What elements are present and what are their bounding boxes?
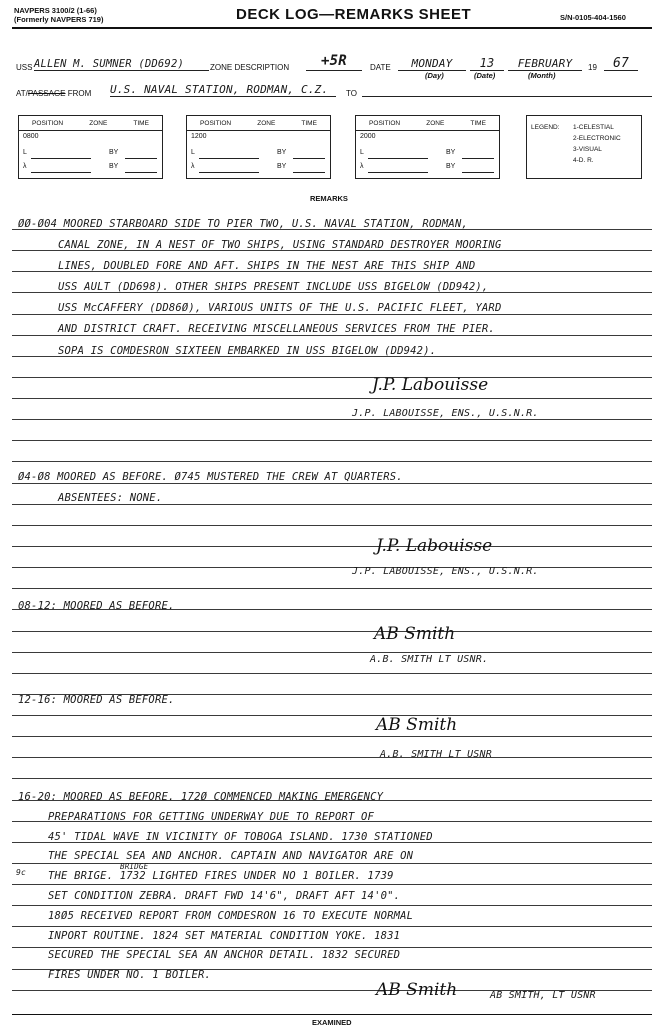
ruled-line (12, 377, 652, 378)
entry-line: SOPA IS COMDESRON SIXTEEN EMBARKED IN USS BIGELOW (DD942). (58, 344, 437, 357)
box-header (356, 120, 499, 127)
ruled-line (12, 757, 652, 758)
entry-line: USS McCAFFERY (DD86Ø), VARIOUS UNITS OF THE U.S. PACIFIC FLEET, YARD (58, 302, 502, 315)
col-position: POSITION (32, 120, 64, 127)
entry-line: ØØ-Ø04 MOORED STARBOARD SIDE TO PIER TWO, U.S. NAVAL STATION, RODMAN, (18, 218, 468, 230)
signature: AB Smith (376, 715, 458, 735)
ruled-line (12, 631, 652, 632)
entry-line: ABSENTEES: NONE. (58, 492, 163, 505)
ruled-line (12, 419, 652, 420)
entry-line: CANAL ZONE, IN A NEST OF TWO SHIPS, USING STANDARD DESTROYER MOORING (58, 239, 502, 252)
legend-items (573, 122, 621, 166)
day-value: MONDAY (411, 57, 453, 70)
footer-divider (12, 1014, 652, 1015)
ruled-line (12, 673, 652, 674)
ruled-line (12, 736, 652, 737)
ruled-line (12, 461, 652, 462)
entry-line: SECURED THE SPECIAL SEA AN ANCHOR DETAIL. 1832 SECURED (48, 949, 401, 962)
page-title: DECK LOG—REMARKS SHEET (236, 6, 472, 23)
entry-line: 12-16: MOORED AS BEFORE. (18, 694, 175, 706)
remarks-label: REMARKS (310, 194, 348, 203)
box-by-label: BY (446, 149, 456, 156)
day-field (398, 54, 466, 71)
entry-line: SET CONDITION ZEBRA. DRAFT FWD 14'6", DRAFT AFT 14'0". (48, 889, 401, 902)
passage-text: PASSAGE (27, 89, 66, 98)
legend-item: 2-ELECTRONIC (573, 135, 621, 142)
to-field (362, 80, 652, 97)
date-value: 13 (479, 56, 495, 70)
date-caption: (Date) (474, 71, 496, 80)
position-box-2000 (355, 115, 500, 179)
form-number-block (14, 6, 103, 24)
entry-line: THE BRIGE. 1732 LIGHTED FIRES UNDER NO 1 BOILER. 1739 (48, 870, 394, 883)
watch-entry-00-04 (18, 214, 501, 362)
from-text: FROM (67, 89, 92, 98)
legend-item: 3-VISUAL (573, 146, 602, 153)
at-text: AT/ (16, 89, 28, 98)
box-time: 0800 (23, 133, 39, 140)
box-l-label: L (191, 149, 195, 156)
box-time: 2000 (360, 133, 376, 140)
entry-line: Ø4-Ø8 MOORED AS BEFORE. Ø745 MUSTERED THE CREW AT QUARTERS. (18, 471, 403, 483)
entry-line: INPORT ROUTINE. 1824 SET MATERIAL CONDITION YOKE. 1831 (48, 929, 401, 942)
entry-line: 18Ø5 RECEIVED REPORT FROM COMDESRON 16 TO EXECUTE NORMAL (48, 909, 414, 922)
ruled-line (12, 546, 652, 547)
year-value: 67 (612, 56, 630, 71)
signature-block: A.B. SMITH LT USNR. (370, 654, 489, 665)
ship-name-field (34, 54, 209, 71)
box-lambda-label: λ (191, 163, 195, 170)
ruled-line (12, 652, 652, 653)
box-header (19, 120, 162, 127)
signature: AB Smith (374, 624, 456, 644)
col-position: POSITION (200, 120, 232, 127)
legend-item: 1-CELESTIAL (573, 124, 614, 131)
signature-block: J.P. LABOUISSE, ENS., U.S.N.R. (352, 566, 539, 577)
box-by-label: BY (109, 163, 119, 170)
watch-entry-08-12 (18, 600, 175, 612)
col-time: TIME (133, 120, 149, 127)
ruled-line (12, 715, 652, 716)
signature: J.P. Labouisse (376, 536, 493, 556)
col-time: TIME (301, 120, 317, 127)
uss-label: USS (16, 63, 33, 72)
ruled-line (12, 567, 652, 568)
insert-word: BRIDGE (120, 862, 149, 871)
entry-line: FIRES UNDER NO. 1 BOILER. (48, 969, 212, 982)
month-value: FEBRUARY (517, 57, 573, 70)
entry-line: 08-12: MOORED AS BEFORE. (18, 600, 175, 612)
position-box-1200 (186, 115, 331, 179)
box-lambda-label: λ (23, 163, 27, 170)
legend-item: 4-D. R. (573, 157, 594, 164)
ruled-line (12, 440, 652, 441)
entry-line: 45' TIDAL WAVE IN VICINITY OF TOBOGA ISLAND. 1730 STATIONED (48, 830, 433, 843)
box-by-label: BY (277, 149, 287, 156)
signature: J.P. Labouisse (372, 375, 489, 395)
formerly-number: (Formerly NAVPERS 719) (14, 15, 104, 24)
ship-name-value: ALLEN M. SUMNER (DD692) (34, 58, 184, 70)
box-by-label: BY (109, 149, 119, 156)
margin-note: 9c (16, 868, 27, 877)
signature-block: J.P. LABOUISSE, ENS., U.S.N.R. (352, 408, 539, 419)
entry-line: USS AULT (DD698). OTHER SHIPS PRESENT INCLUDE USS BIGELOW (DD942), (58, 281, 489, 294)
box-header (187, 120, 330, 127)
col-zone: ZONE (89, 120, 108, 127)
year-field (604, 54, 638, 71)
to-label: TO (346, 89, 357, 98)
signature-block: AB SMITH, LT USNR (490, 990, 596, 1001)
stock-number: S/N-0105-404-1560 (560, 13, 626, 22)
at-label (16, 89, 91, 98)
col-zone: ZONE (257, 120, 276, 127)
box-time: 1200 (191, 133, 207, 140)
watch-entry-12-16 (18, 694, 175, 706)
ruled-line (12, 525, 652, 526)
col-time: TIME (470, 120, 486, 127)
zone-field (306, 52, 362, 71)
signature-block: A.B. SMITH LT USNR (380, 749, 492, 760)
date-label: DATE (370, 63, 391, 72)
col-position: POSITION (369, 120, 401, 127)
day-caption: (Day) (425, 71, 444, 80)
ruled-line (12, 778, 652, 779)
header-divider (12, 27, 652, 29)
date-field (470, 54, 504, 71)
ruled-line (12, 398, 652, 399)
box-l-label: L (23, 149, 27, 156)
legend-title: LEGEND: (531, 124, 560, 131)
watch-entry-04-08 (18, 467, 403, 509)
year-prefix: 19 (588, 63, 597, 72)
entry-line: PREPARATIONS FOR GETTING UNDERWAY DUE TO REPORT OF (48, 810, 375, 823)
box-lambda-label: λ (360, 163, 364, 170)
entry-line: AND DISTRICT CRAFT. RECEIVING MISCELLANEOUS SERVICES FROM THE PIER. (58, 323, 495, 336)
examined-label: EXAMINED (312, 1018, 352, 1027)
legend-box (526, 115, 642, 179)
box-by-label: BY (277, 163, 287, 170)
box-by-label: BY (446, 163, 456, 170)
entry-line: LINES, DOUBLED FORE AND AFT. SHIPS IN THE NEST ARE THIS SHIP AND (58, 260, 476, 273)
zone-value: +5R (321, 53, 347, 69)
box-l-label: L (360, 149, 364, 156)
position-box-0800 (18, 115, 163, 179)
form-number: NAVPERS 3100/2 (1-66) (14, 6, 97, 15)
entry-line: THE SPECIAL SEA AND ANCHOR. CAPTAIN AND NAVIGATOR ARE ON (48, 850, 414, 863)
signature: AB Smith (376, 980, 458, 1000)
month-field (508, 54, 582, 71)
ruled-line (12, 588, 652, 589)
entry-line: 16-20: MOORED AS BEFORE. 172Ø COMMENCED MAKING EMERGENCY (18, 791, 384, 803)
from-value: U.S. NAVAL STATION, RODMAN, C.Z. (110, 83, 329, 96)
zone-label: ZONE DESCRIPTION (210, 63, 290, 72)
month-caption: (Month) (528, 71, 556, 80)
from-field (110, 80, 336, 97)
col-zone: ZONE (426, 120, 445, 127)
watch-entry-16-20 (18, 788, 433, 986)
